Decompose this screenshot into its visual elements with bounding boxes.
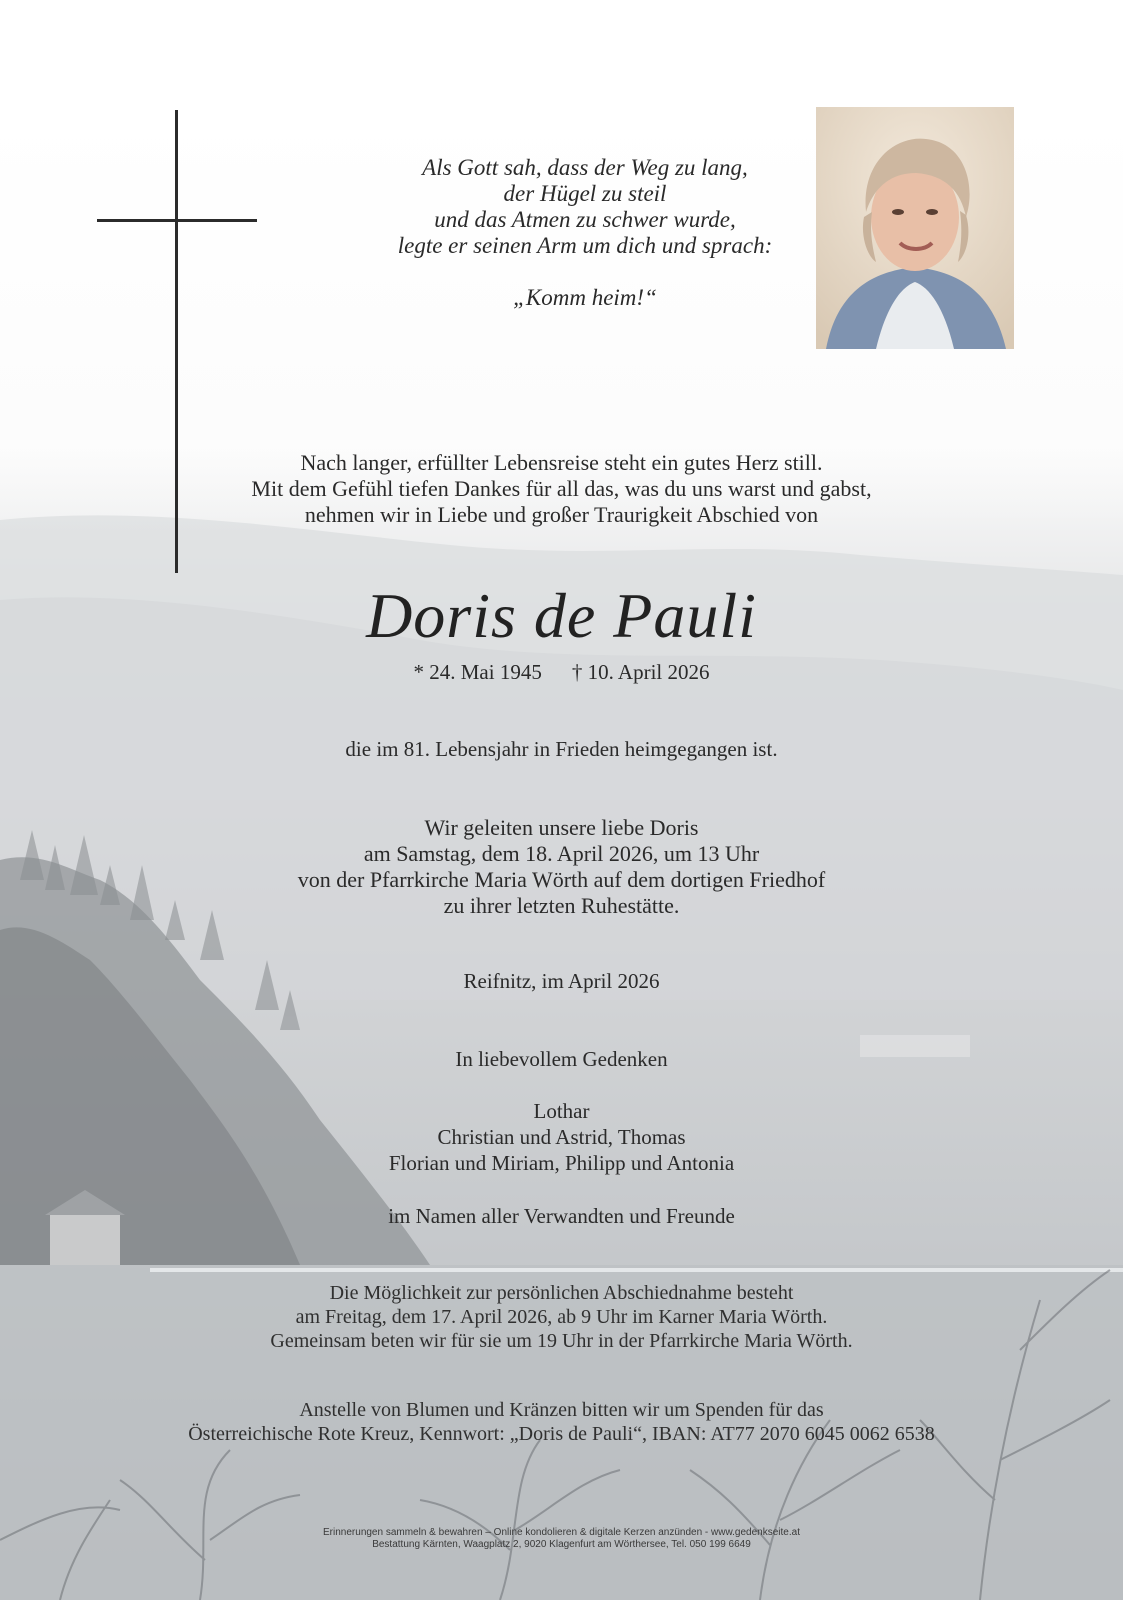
relatives-text: im Namen aller Verwandten und Freunde <box>388 1204 735 1228</box>
family-list <box>0 1098 1123 1176</box>
funeral-line: von der Pfarrkirche Maria Wörth auf dem dortigen Friedhof <box>297 867 826 892</box>
portrait-photo <box>816 107 1014 349</box>
family-line: Florian und Miriam, Philipp und Antonia <box>388 1151 735 1175</box>
donation-request <box>0 1398 1123 1446</box>
intro-line: nehmen wir in Liebe und großer Traurigkeit Abschied von <box>304 502 819 527</box>
family-line: Lothar <box>533 1099 590 1123</box>
intro-line: Mit dem Gefühl tiefen Dankes für all das, was du uns warst und gabst, <box>251 476 872 501</box>
funeral-line: Wir geleiten unsere liebe Doris <box>424 815 699 840</box>
life-dates <box>0 659 1123 685</box>
cross-icon-vertical-bar <box>175 110 178 573</box>
donation-line: Österreichische Rote Kreuz, Kennwort: „Doris de Pauli“, IBAN: AT77 2070 6045 0062 6538 <box>188 1423 935 1445</box>
place-date: Reifnitz, im April 2026 <box>463 969 660 993</box>
portrait-image <box>816 107 1014 349</box>
intro-text <box>0 450 1123 528</box>
funeral-details <box>0 815 1123 919</box>
intro-line: Nach langer, erfüllter Lebensreise steht ein gutes Herz still. <box>300 450 823 475</box>
funeral-line: zu ihrer letzten Ruhestätte. <box>443 893 680 918</box>
mourning-heading: In liebevollem Gedenken <box>455 1047 668 1071</box>
viewing-line: Die Möglichkeit zur persönlichen Abschiednahme besteht <box>329 1282 794 1304</box>
footer-line: Bestattung Kärnten, Waagplatz 2, 9020 Klagenfurt am Wörthersee, Tel. 050 199 6649 <box>372 1539 751 1550</box>
poem-line: legte er seinen Arm um dich und sprach: <box>397 233 773 258</box>
cross-icon-horizontal-bar <box>97 219 257 222</box>
footer-line: Erinnerungen sammeln & bewahren – Online kondolieren & digitale Kerzen anzünden - www.gedenkseite.at <box>323 1527 800 1538</box>
family-line: Christian und Astrid, Thomas <box>437 1125 686 1149</box>
poem-line: Als Gott sah, dass der Weg zu lang, <box>422 155 748 180</box>
age-text: die im 81. Lebensjahr in Frieden heimgegangen ist. <box>345 737 778 761</box>
deceased-name: Doris de Pauli <box>366 580 757 651</box>
poem <box>330 155 840 311</box>
funeral-line: am Samstag, dem 18. April 2026, um 13 Uhr <box>363 841 760 866</box>
viewing-line: am Freitag, dem 17. April 2026, ab 9 Uhr im Karner Maria Wörth. <box>295 1306 828 1328</box>
poem-line: und das Atmen zu schwer wurde, <box>434 207 736 232</box>
footer <box>0 1527 1123 1551</box>
birth-date: * 24. Mai 1945 <box>413 660 542 684</box>
poem-quote: „Komm heim!“ <box>513 285 657 310</box>
viewing-details <box>0 1281 1123 1353</box>
poem-line: der Hügel zu steil <box>503 181 667 206</box>
death-date: † 10. April 2026 <box>571 660 710 684</box>
viewing-line: Gemeinsam beten wir für sie um 19 Uhr in der Pfarrkirche Maria Wörth. <box>270 1330 853 1352</box>
donation-line: Anstelle von Blumen und Kränzen bitten wir um Spenden für das <box>299 1399 824 1421</box>
